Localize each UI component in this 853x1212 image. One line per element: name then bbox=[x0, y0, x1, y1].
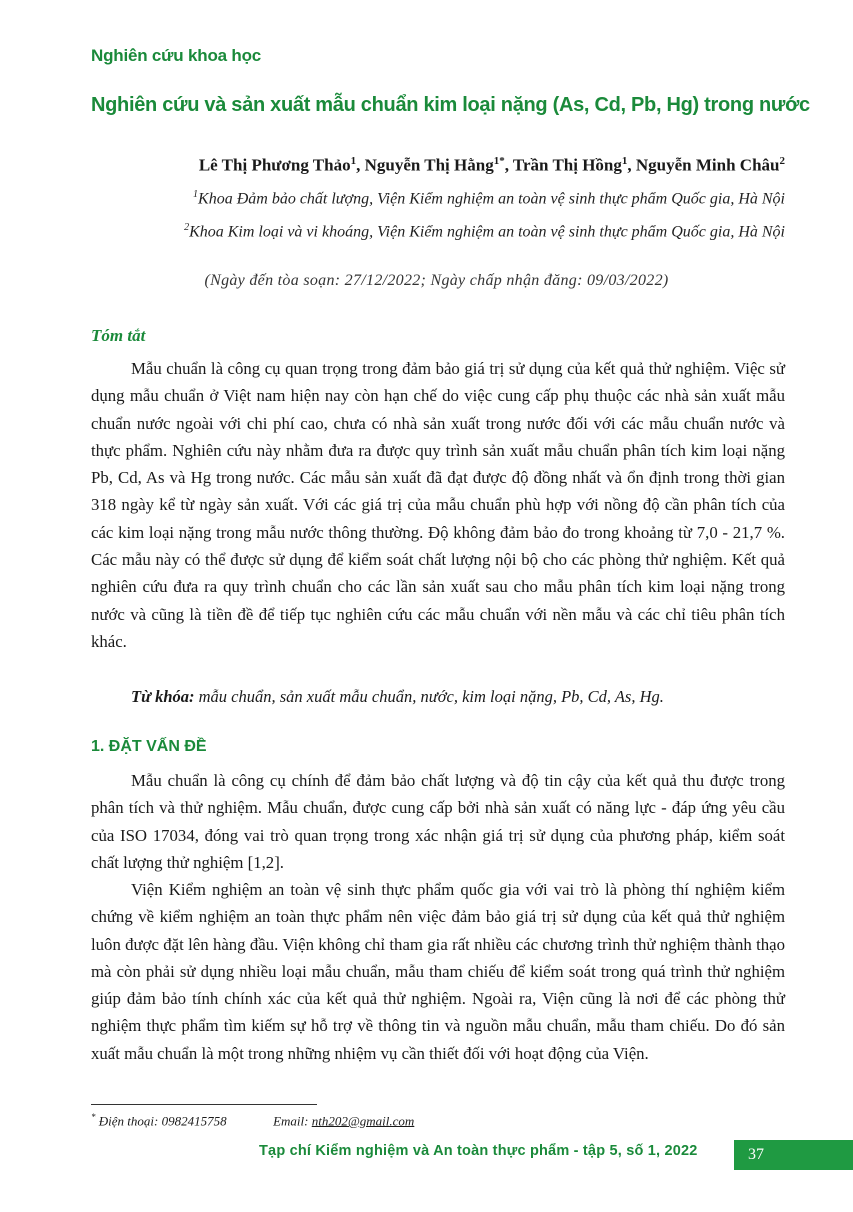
section-paragraph-2: Viện Kiểm nghiệm an toàn vệ sinh thực phẩm quốc gia với vai trò là phòng thí nghiệm kiểm chứng về kiểm nghiệm an toàn thực phẩm nên việc đảm bảo giá trị sử dụng của kết quả thử nghiệm luôn được đặt lên hàng đầu. Viện không chỉ tham gia rất nhiều các chương trình thử nghiệm thành thạo mà còn phải sử dụng nhiều loại mẫu chuẩn, mẫu tham chiếu để kiểm soát trong quá trình thử nghiệm giúp đảm bảo tính chính xác của kết quả thử nghiệm. Ngoài ra, Viện cũng là nơi để các phòng thử nghiệm thực phẩm tìm kiếm sự hỗ trợ về thông tin và nguồn mẫu chuẩn, mẫu tham chiếu. Do đó sản xuất mẫu chuẩn là một trong những nhiệm vụ cần thiết đối với hoạt động của Viện. bbox=[91, 880, 785, 1063]
section-label: Nghiên cứu khoa học bbox=[91, 46, 262, 65]
footnote-email-link[interactable]: nth202@gmail.com bbox=[311, 1113, 415, 1129]
author-name: Nguyễn Minh Châu bbox=[635, 155, 780, 175]
page-number: 37 bbox=[734, 1140, 853, 1170]
author-sup: 1 bbox=[621, 155, 628, 167]
affiliation-1: $^1$Khoa Đảm bảo chất lượng, Viện Kiểm nghiệm an toàn vệ sinh thực phẩm Quốc gia, Hà Nội bbox=[193, 189, 785, 208]
author-sup: 1* bbox=[493, 155, 505, 167]
footnote-email-label: Email: bbox=[273, 1113, 309, 1129]
author-list: Lê Thị Phương Thảo$^1$, Nguyễn Thị Hằng$^{1*}$, Trần Thị Hồng$^1$, Nguyễn Minh Châu$^2$ bbox=[198, 155, 785, 175]
abstract-heading: Tóm tắt bbox=[91, 326, 146, 345]
author-sup: 1 bbox=[350, 155, 357, 167]
footnote-divider bbox=[91, 1104, 317, 1105]
section-heading: 1. ĐẶT VẤN ĐỀ bbox=[91, 738, 207, 755]
author-sup: 2 bbox=[779, 155, 785, 167]
keywords-list: mẫu chuẩn, sản xuất mẫu chuẩn, nước, kim loại nặng, Pb, Cd, As, Hg. bbox=[198, 687, 664, 706]
footnote-phone: Điện thoại: 0982415758 bbox=[98, 1113, 227, 1129]
journal-footer: Tạp chí Kiểm nghiệm và An toàn thực phẩm - tập 5, số 1, 2022 bbox=[259, 1143, 698, 1159]
article-title: Nghiên cứu và sản xuất mẫu chuẩn kim loại nặng (As, Cd, Pb, Hg) trong nước bbox=[91, 94, 810, 116]
author-name: Lê Thị Phương Thảo bbox=[198, 155, 351, 175]
affiliation-2: $^2$Khoa Kim loại và vi khoáng, Viện Kiểm nghiệm an toàn vệ sinh thực phẩm Quốc gia, Hà Nội bbox=[184, 222, 785, 241]
author-name: Nguyễn Thị Hằng bbox=[364, 155, 494, 175]
submission-dates: (Ngày đến tòa soạn: 27/12/2022; Ngày chấp nhận đăng: 09/03/2022) bbox=[204, 272, 669, 289]
author-name: Trần Thị Hồng bbox=[512, 155, 622, 175]
keywords-label: Từ khóa: bbox=[131, 687, 195, 706]
section-paragraph-1: Mẫu chuẩn là công cụ chính để đảm bảo chất lượng và độ tin cậy của kết quả thu được trong phân tích và thử nghiệm. Mẫu chuẩn, được cung cấp bởi nhà sản xuất có năng lực - đáp ứng yêu cầu của ISO 17034, đóng vai trò quan trọng trong xác nhận giá trị sử dụng của phương pháp, kiểm soát chất lượng thử nghiệm [1,2]. bbox=[91, 771, 785, 872]
keywords bbox=[131, 687, 664, 707]
footnote: * Điện thoại: 0982415758 Email: nth202@gmail.com bbox=[91, 1112, 415, 1129]
abstract-text: Mẫu chuẩn là công cụ quan trọng trong đảm bảo giá trị sử dụng của kết quả thử nghiệm. Việc sử dụng mẫu chuẩn ở Việt nam hiện nay còn hạn chế do việc cung cấp phụ thuộc các nhà sản xuất mẫu chuẩn nước ngoài với chi phí cao, chưa có nhà sản xuất trong nước đối với các mẫu chuẩn nước và thực phẩm. Nghiên cứu này nhằm đưa ra được quy trình sản xuất mẫu chuẩn phân tích kim loại nặng Pb, Cd, As và Hg trong nước. Các mẫu sản xuất đã đạt được độ đồng nhất và ổn định trong thời gian 318 ngày kể từ ngày sản xuất. Với các giá trị của mẫu chuẩn phù hợp với nồng độ cần phân tích của các kim loại nặng trong mẫu nước thông thường. Độ không đảm bảo đo trong khoảng từ 7,0 - 21,7 %. Các mẫu này có thể được sử dụng để kiểm soát chất lượng nội bộ cho các phòng thử nghiệm. Kết quả nghiên cứu đưa ra quy trình chuẩn cho các lần sản xuất sau cho mẫu phân tích kim loại nặng trong nước và cũng là tiền đề để tiếp tục nghiên cứu các mẫu chuẩn với nền mẫu và các chỉ tiêu phân tích khác. bbox=[91, 359, 785, 651]
